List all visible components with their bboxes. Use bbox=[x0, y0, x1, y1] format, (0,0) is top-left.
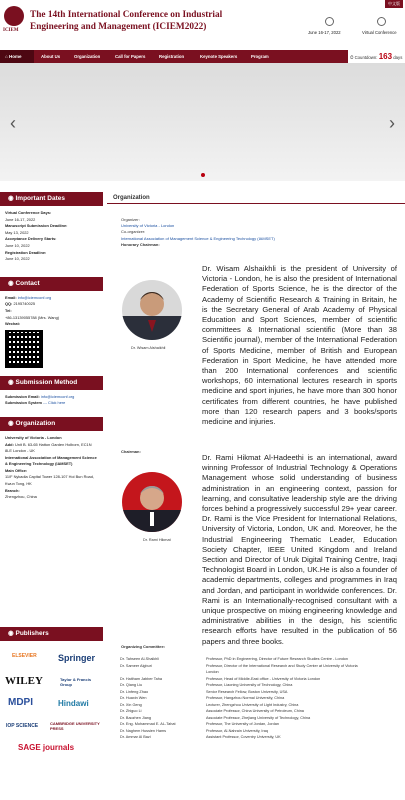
table-row bbox=[120, 663, 370, 676]
wechat-qr-code bbox=[5, 330, 43, 368]
qq-label: QQ: bbox=[5, 301, 13, 307]
nav-registration[interactable]: Registration bbox=[159, 54, 185, 59]
member-name: Dr. Huaxin Wen bbox=[120, 696, 147, 700]
nav-keynote-speakers[interactable]: Keynote Speakers bbox=[200, 54, 238, 59]
carousel-next-icon[interactable]: › bbox=[389, 113, 395, 133]
member-name: Dr. Haitham Jabber Taha bbox=[120, 676, 162, 681]
main-content bbox=[107, 192, 405, 248]
conference-logo-icon[interactable] bbox=[4, 6, 24, 26]
organization-info bbox=[0, 435, 103, 501]
member-affiliation: Professor, Director of the International Research and Study Center at University of Victoria London bbox=[206, 663, 358, 674]
publisher-logo[interactable]: Hindawi bbox=[58, 699, 89, 708]
member-name: Dr. Xin Geng bbox=[120, 702, 142, 707]
organization-tab[interactable]: Organization bbox=[107, 192, 405, 204]
org-name: International Association of Management Science & Engineering Technology (IAMSET) bbox=[5, 454, 97, 467]
coorganizer-link[interactable]: International Association of Management Science & Engineering Technology (IAMSET) bbox=[121, 235, 275, 241]
important-dates-list bbox=[0, 210, 103, 263]
publisher-logo[interactable]: IOP SCIENCE bbox=[6, 723, 39, 729]
address-label: Add: bbox=[5, 441, 14, 447]
tel-label: Tel: bbox=[5, 307, 12, 313]
chairman-bio: Dr. Rami Hikmat Al-Hadeethi is an international, award winning Professor of Industrial Technology & Operations Management whose solid understanding of business administration in an engineering context, passion for learning, and consultative leadership style are the driving forces behind a progressively successful 29+ year career. Dr. Rami is the Vice President for International Relations, University of Victoria, London, UK and. Moreover, he the Industrial Engineering Thematic Leader, Education Society Chapter, IEEE United Kingdom and Ireland Section and Director of Uruk Digital Training Centre, Iraqi Technologist Board in London, UK.He is also a founder of academic departments, colleges and programmes in Iraq and Jordan, and participant in worldwide conferences. Dr. Rami is an Internationally-recognised consultant with a unique prospective on mixing engineering knowledge and administrative abilities in the design, his scientific research efforts have resulted in the publication of 56 papers and three books. bbox=[202, 453, 397, 646]
honorary-chairman-label: Honorary Chairman: bbox=[121, 241, 160, 247]
member-affiliation: Associate Professor, Zhejiang University of Technology, China bbox=[206, 715, 311, 720]
publisher-logo[interactable]: Taylor & Francis Group bbox=[60, 677, 92, 687]
email-link[interactable]: info@iciemconf.org bbox=[17, 294, 52, 300]
important-dates-heading: ◉ Important Dates bbox=[0, 192, 103, 206]
org-name: University of Victoria - London bbox=[5, 434, 62, 440]
organizer-link[interactable]: University of Victoria - London bbox=[121, 223, 175, 229]
countdown-label: Countdown: bbox=[354, 55, 378, 60]
qq-value: 2195740025 bbox=[13, 301, 36, 307]
nav-about-us[interactable]: About Us bbox=[41, 54, 61, 59]
site-header bbox=[0, 0, 405, 44]
sidebar bbox=[0, 192, 103, 501]
wechat-label: Wechat: bbox=[5, 321, 21, 327]
email-label: Email: bbox=[5, 294, 17, 300]
clock-icon: ⏱ bbox=[350, 55, 354, 60]
banner-carousel bbox=[0, 63, 405, 181]
nav-program[interactable]: Program bbox=[251, 54, 269, 59]
member-name: Dr. Eng. Mohammad E. AL-Tahat bbox=[120, 722, 176, 726]
committee-table bbox=[120, 656, 370, 741]
location-icon bbox=[377, 17, 386, 26]
contact-info bbox=[0, 295, 103, 328]
date-value: June 16-17, 2022 bbox=[5, 216, 36, 222]
publisher-logo[interactable]: CAMBRIDGE UNIVERSITY PRESS bbox=[50, 721, 100, 731]
date-label: Virtual Conference Days: bbox=[5, 210, 52, 215]
submission-email-link[interactable]: info@iciemconf.org bbox=[40, 393, 75, 399]
date-value: June 10, 2022 bbox=[5, 256, 30, 262]
member-affiliation: Professor, PhD in Engineering, Director of Future Research Studies Centre - London bbox=[206, 657, 349, 661]
member-affiliation: Professor, Head of Middle-East office - University of Victoria London bbox=[206, 676, 321, 681]
branch-label: Branch: bbox=[5, 487, 20, 493]
organizer-label: Organizer: bbox=[121, 217, 140, 222]
nav-home[interactable]: ⌂ Home bbox=[0, 50, 34, 63]
member-name: Dr. Qiang Liu bbox=[120, 683, 143, 687]
contact-heading: ◉ Contact bbox=[0, 277, 103, 291]
publishers-heading: ◉ Publishers bbox=[0, 627, 103, 641]
honorary-chairman-name: Dr. Wisam Alshaikhli bbox=[131, 346, 166, 350]
honorary-chairman-bio: Dr. Wisam Alshaikhli is the president of University of Victoria - London, he is also the president of International Federation of Sports Science, he is the director of the Academy of Scientific Research & Training in Britain, he is the Secretary General of Arab Academy of Physical Education and Sport Sciences, member of scientific committees & International scientific (More than 38 Scientific journal), member of the International Federation of Sports Medicine, member of British and European Federation in Sport Medicine, he have attended more than 200 International conferences and scientific workshops, 60 international lectures research in sports medicine and sport injuries, he have more than 300 honor certificates from different countries, he have published more than 120 research papers and 3 books/sports medicine and injuries. bbox=[202, 264, 397, 427]
countdown-unit: days bbox=[393, 55, 403, 60]
member-affiliation: Senior Research Fellow, Boston University, USA bbox=[206, 689, 288, 694]
office-label: Main Office: bbox=[5, 467, 28, 473]
logo-text: ICIEM bbox=[3, 28, 19, 33]
member-affiliation: Professor, The University of Jordan, Jordan bbox=[206, 722, 279, 726]
publisher-logo[interactable]: SAGE journals bbox=[18, 743, 75, 752]
member-affiliation: Lecturer, Zhengzhou University of Light Industry, China bbox=[206, 702, 299, 707]
table-row bbox=[120, 734, 370, 741]
chairman-label: Chairman: bbox=[121, 449, 141, 454]
submission-system-label: Submission System bbox=[5, 400, 42, 406]
publisher-logo[interactable]: Springer bbox=[58, 653, 96, 663]
carousel-prev-icon[interactable]: ‹ bbox=[10, 113, 16, 133]
honorary-chairman-photo bbox=[122, 280, 182, 340]
member-name: Dr. Sameer Algburi bbox=[120, 663, 152, 668]
organization-heading: ◉ Organization bbox=[0, 417, 103, 431]
member-affiliation: Professor, Liaoning University of Technology, China bbox=[206, 683, 293, 687]
conference-title: The 14th International Conference on Industrial Engineering and Management (ICIEM2022) bbox=[30, 10, 223, 32]
member-name: Dr. Naghem Hussien Hams bbox=[120, 728, 166, 733]
publisher-logo[interactable]: MDPI bbox=[8, 697, 33, 708]
tel-value: +86-13139055788 (Mrs. Wang) bbox=[5, 314, 60, 320]
countdown-value: 163 bbox=[378, 52, 393, 61]
member-affiliation: Professor, Hangzhou Normal University, China bbox=[206, 696, 285, 700]
member-name: Dr. Ammar Al Bazi bbox=[120, 735, 151, 739]
submission-system-link[interactable]: --- Click here bbox=[43, 400, 66, 406]
branch-value: Zhengzhou, China bbox=[5, 494, 37, 500]
date-label: Registration Deadline: bbox=[5, 249, 47, 255]
member-affiliation: Associate Professor, China University of Petroleum, China bbox=[206, 709, 304, 713]
date-value: May 13, 2022 bbox=[5, 229, 29, 235]
member-name: Dr. Linfeng Zhao bbox=[120, 689, 149, 694]
member-name: Dr. Tahseen Al-Shaikhli bbox=[120, 657, 159, 661]
office-value: 11/F Nykadia Capital Tower 128-107 Hoi Bun Road, Kwun Tong, HK bbox=[5, 474, 94, 487]
member-name: Dr. Baozhen Jiang bbox=[120, 715, 152, 720]
submission-info bbox=[0, 394, 103, 407]
member-affiliation: Professor, Al-Nahrain University, Iraq bbox=[206, 728, 268, 733]
submission-heading: ◉ Submission Method bbox=[0, 376, 103, 390]
main-nav bbox=[0, 50, 405, 63]
publishers-panel bbox=[0, 627, 103, 785]
countdown bbox=[348, 50, 405, 63]
date-value: June 10, 2022 bbox=[5, 242, 30, 248]
carousel-dot[interactable] bbox=[201, 173, 205, 177]
committee-label: Organizing Committee: bbox=[121, 644, 166, 649]
date-label: Manuscript Submission Deadline: bbox=[5, 223, 68, 229]
calendar-icon bbox=[325, 17, 334, 26]
coorganizer-label: Co-organizer: bbox=[121, 229, 146, 235]
language-switch-button[interactable]: 中文版 bbox=[385, 0, 403, 8]
conference-date: June 16-17, 2022 bbox=[308, 30, 341, 35]
publisher-logo[interactable]: ELSEVIER bbox=[12, 653, 37, 659]
address-value: Unit B. 63-65 Hatton Garden Holborn, EC1N 8LE London - UK bbox=[5, 441, 92, 454]
submission-email-label: Submission Email: bbox=[5, 393, 40, 399]
publisher-logo[interactable]: WILEY bbox=[5, 675, 43, 687]
member-affiliation: Assistant Professor, Coventry University, UK bbox=[206, 735, 281, 739]
chairman-photo bbox=[122, 472, 182, 532]
chairman-name: Dr. Rami Hikmat bbox=[143, 538, 171, 542]
date-label: Acceptance Delivery Starts: bbox=[5, 236, 57, 242]
nav-call-for-papers[interactable]: Call for Papers bbox=[115, 54, 146, 59]
member-name: Dr. Zhiguo Li bbox=[120, 709, 142, 713]
conference-venue: Virtual Conference bbox=[362, 30, 397, 35]
nav-organization[interactable]: Organization bbox=[74, 54, 101, 59]
